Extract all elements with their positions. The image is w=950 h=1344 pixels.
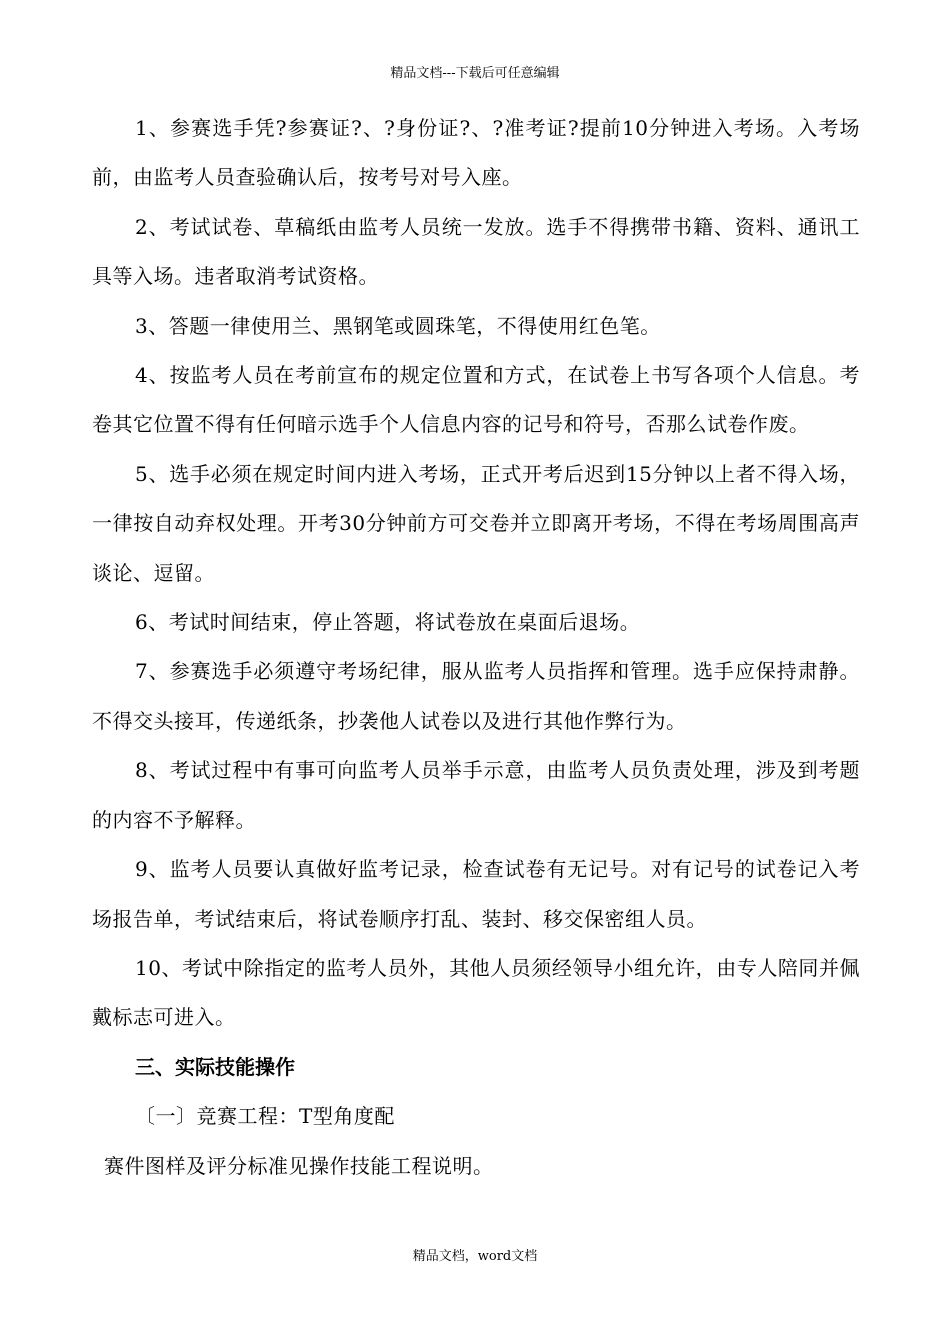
reference-note: 赛件图样及评分标准见操作技能工程说明。 [104, 1153, 494, 1178]
rule-paragraph-10: 10、考试中除指定的监考人员外，其他人员须经领导小组允许，由专人陪同并佩戴标志可进入。 [92, 955, 860, 1030]
rule-paragraph-8: 8、考试过程中有事可向监考人员举手示意，由监考人员负责处理，涉及到考题的内容不予解释。 [92, 758, 860, 832]
rule-paragraph-6: 6、考试时间结束，停止答题，将试卷放在桌面后退场。 [135, 610, 641, 635]
page-footer: 精品文档，word文档 [412, 1249, 538, 1264]
sub-heading: 〔一〕竞赛工程：T型角度配 [135, 1104, 395, 1129]
page-header: 精品文档---下载后可任意编辑 [390, 66, 560, 81]
section-heading: 三、实际技能操作 [135, 1054, 295, 1079]
rule-paragraph-9: 9、监考人员要认真做好监考记录，检查试卷有无记号。对有记号的试卷记入考场报告单，考试结束后，将试卷顺序打乱、装封、移交保密组人员。 [92, 857, 860, 931]
rule-paragraph-5: 5、选手必须在规定时间内进入考场，正式开考后迟到15分钟以上者不得入场，一律按自动弃权处理。开考30分钟前方可交卷并立即离开考场，不得在考场周围高声谈论、逗留。 [92, 461, 860, 585]
rule-paragraph-4: 4、按监考人员在考前宣布的规定位置和方式，在试卷上书写各项个人信息。考卷其它位置不得有任何暗示选手个人信息内容的记号和符号，否那么试卷作废。 [92, 363, 860, 437]
document-body [92, 104, 860, 1191]
rule-paragraph-7: 7、参赛选手必须遵守考场纪律，服从监考人员指挥和管理。选手应保持肃静。不得交头接耳，传递纸条，抄袭他人试卷以及进行其他作弊行为。 [92, 659, 860, 733]
rule-paragraph-1: 1、参赛选手凭?参赛证?、?身份证?、?准考证?提前10分钟进入考场。入考场前，由监考人员查验确认后，按考号对号入座。 [92, 116, 860, 190]
rule-paragraph-2: 2、考试试卷、草稿纸由监考人员统一发放。选手不得携带书籍、资料、通讯工具等入场。违者取消考试资格。 [92, 214, 860, 289]
rule-paragraph-3: 3、答题一律使用兰、黑钢笔或圆珠笔，不得使用红色笔。 [135, 313, 661, 338]
